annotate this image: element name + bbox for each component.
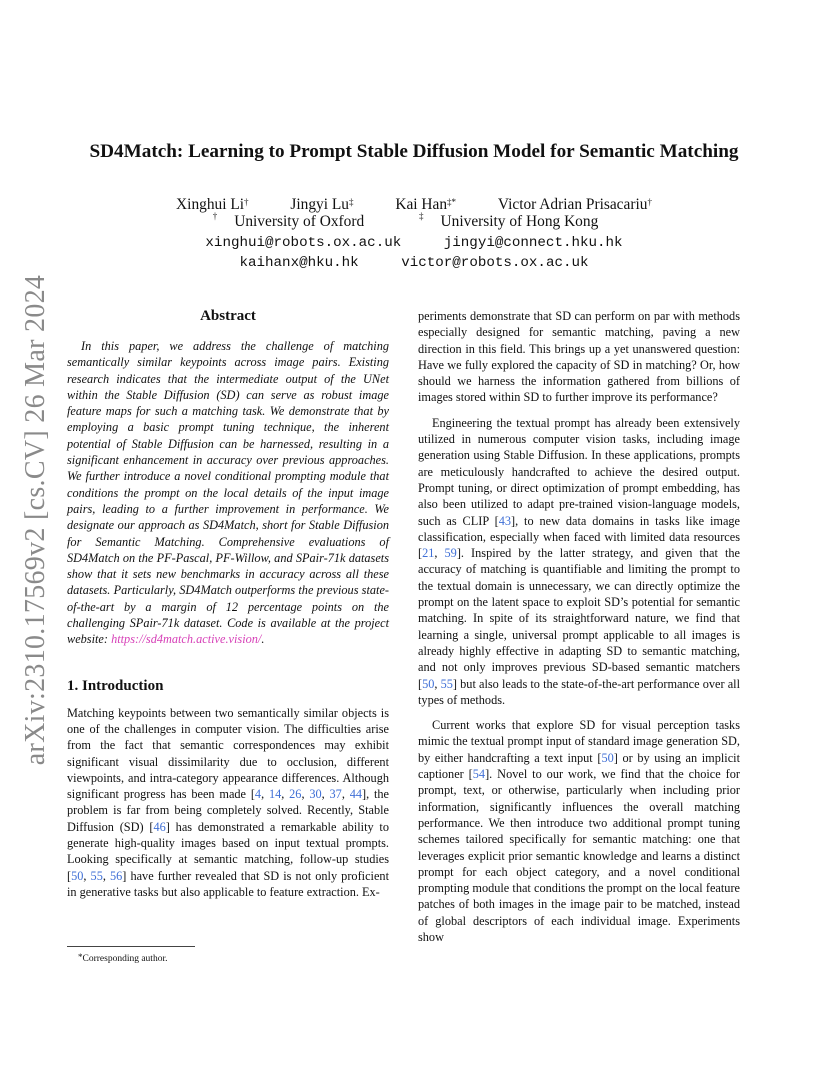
affiliation-2: ‡ University of Hong Kong bbox=[419, 211, 599, 230]
citation[interactable]: 26 bbox=[289, 787, 302, 802]
citation[interactable]: 4 bbox=[254, 787, 262, 802]
emails-row-1 bbox=[0, 235, 828, 251]
project-link[interactable]: https://sd4match.active.vision/ bbox=[111, 632, 262, 647]
citation[interactable]: 37 bbox=[329, 787, 342, 802]
affiliations bbox=[0, 213, 828, 231]
right-paragraph-1: periments demonstrate that SD can perform on par with methods especially designed for semantic matching, paving a new direction in this field. This brings up a yet unanswered question: Have we fully explored the capacity of SD in matching? Or, how should we harness the information gathered from billions of images stored within SD to further improve its performance? bbox=[418, 309, 740, 405]
citation[interactable]: 54 bbox=[472, 767, 486, 782]
section-heading-introduction: 1. Introduction bbox=[67, 677, 164, 694]
footnote: *Corresponding author. bbox=[78, 952, 168, 964]
intro-paragraph-1: Matching keypoints between two semantically similar objects is one of the challenges in computer vision. The difficulties arise from the fact that semantic correspondences may exhibit significant visual dissimilarity due to occlusion, different viewpoints, and intra-category appearance differences. Although significant progress has been made [4, 14, 26, 30, 37, 44], the problem is far from being completely solved. Recently, Stable Diffusion (SD) [46] has demonstrated a remarkable ability to generate high-quality images based on input textual prompts. Looking specifically at semantic matching, follow-up studies [50, 55, 56] have further revealed that SD is not only proficient in generative tasks but also applicable to feature extraction. Ex- bbox=[67, 705, 390, 899]
author-4: Victor Adrian Prisacariu† bbox=[497, 196, 652, 213]
citation[interactable]: 50 bbox=[422, 676, 435, 691]
citation[interactable]: 56 bbox=[109, 868, 123, 883]
citation[interactable]: 43 bbox=[498, 513, 511, 528]
footnote-rule bbox=[67, 946, 195, 947]
author-3: Kai Han‡* bbox=[395, 196, 457, 213]
right-column bbox=[418, 308, 740, 954]
left-column bbox=[67, 308, 389, 909]
affiliation-1: † University of Oxford bbox=[212, 211, 365, 230]
author-list bbox=[0, 194, 828, 215]
citation[interactable]: 50 bbox=[71, 868, 84, 883]
email: kaihanx@hku.hk bbox=[239, 255, 359, 271]
citation[interactable]: 44 bbox=[349, 787, 363, 802]
author-2: Jingyi Lu‡ bbox=[290, 196, 354, 213]
right-paragraph-2: Engineering the textual prompt has already been extensively utilized in numerous computer vision tasks, including image generation using Stable Diffusion. In these applications, prompts are meticulously handcrafted to achieve the desired output. Prompt tuning, or direct optimization of prompt embedding, has also been utilized to adapt pre-trained vision-language models, such as CLIP [43], to new data domains in tasks like image classification, especially when faced with limited data resources [21, 59]. Inspired by the latter strategy, and given that the accuracy of matching is quantifiable and limiting the prompt to the textual domain is unnecessary, we can directly optimize the prompt on the latent space to exploit SD’s potential for semantic matching. In spite of its straightforward nature, we find that learning a single, universal prompt applicable to all images is already highly effective in adapting SD to semantic matching, and not only improves previous SD-based semantic matchers [50, 55] but also leads to the state-of-the-art performance over all types of methods. bbox=[418, 415, 741, 707]
citation[interactable]: 55 bbox=[440, 676, 453, 691]
citation[interactable]: 55 bbox=[90, 868, 103, 883]
citation[interactable]: 46 bbox=[153, 819, 166, 834]
author-1: Xinghui Li† bbox=[176, 196, 249, 213]
right-paragraph-3: Current works that explore SD for visual perception tasks mimic the textual prompt input of standard image generation SD, by either handcrafting a text input [50] or by using an implicit captioner [54]. Novel to our work, we find that the choice for prompt, text, or otherwise, particularly when including prior information, significantly influences the overall matching performance. We then introduce two additional prompt tuning schemes tailored specifically for semantic matching: one that leverages explicit prior semantic knowledge and learns a distinct prompt for each object category, and a novel conditional prompting module that conditions the prompt on the local feature patches of both images in the image pair to be matched, instead of global descriptors of each individual image. Experiments show bbox=[418, 718, 740, 944]
abstract-heading: Abstract bbox=[200, 308, 256, 324]
email: jingyi@connect.hku.hk bbox=[443, 235, 623, 251]
citation[interactable]: 59 bbox=[444, 546, 457, 561]
citation[interactable]: 14 bbox=[268, 787, 282, 802]
emails-row-2 bbox=[0, 255, 828, 271]
citation[interactable]: 50 bbox=[601, 750, 614, 765]
citation[interactable]: 30 bbox=[309, 787, 322, 802]
email: victor@robots.ox.ac.uk bbox=[401, 255, 589, 271]
email: xinghui@robots.ox.ac.uk bbox=[205, 235, 402, 251]
paper-title: SD4Match: Learning to Prompt Stable Diffusion Model for Semantic Matching bbox=[89, 141, 739, 162]
abstract-body: In this paper, we address the challenge of matching semantically similar keypoints across image pairs. Existing research indicates that the intermediate output of the UNet within the Stable Diffusion (SD) can serve as robust image feature maps for such a matching task. We demonstrate that by employing a basic prompt tuning technique, the inherent potential of Stable Diffusion can be harnessed, resulting in a significant enhancement in accuracy over previous approaches. We further introduce a novel conditional prompting module that conditions the prompt on the local details of the input image pairs, leading to a further improvement in performance. We designate our approach as SD4Match, short for Stable Diffusion for Semantic Matching. Comprehensive evaluations of SD4Match on the PF-Pascal, PF-Willow, and SPair-71k datasets show that it sets new benchmarks in accuracy across all these datasets. Particularly, SD4Match outperforms the previous state-of-the-art by a margin of 12 percentage points on the challenging SPair-71k dataset. Code is available at the project website: https://sd4match.active.vision/. bbox=[67, 339, 389, 647]
citation[interactable]: 21 bbox=[422, 546, 435, 561]
arxiv-stamp-text: arXiv:2310.17569v2 [cs.CV] 26 Mar 2024 bbox=[20, 274, 51, 766]
